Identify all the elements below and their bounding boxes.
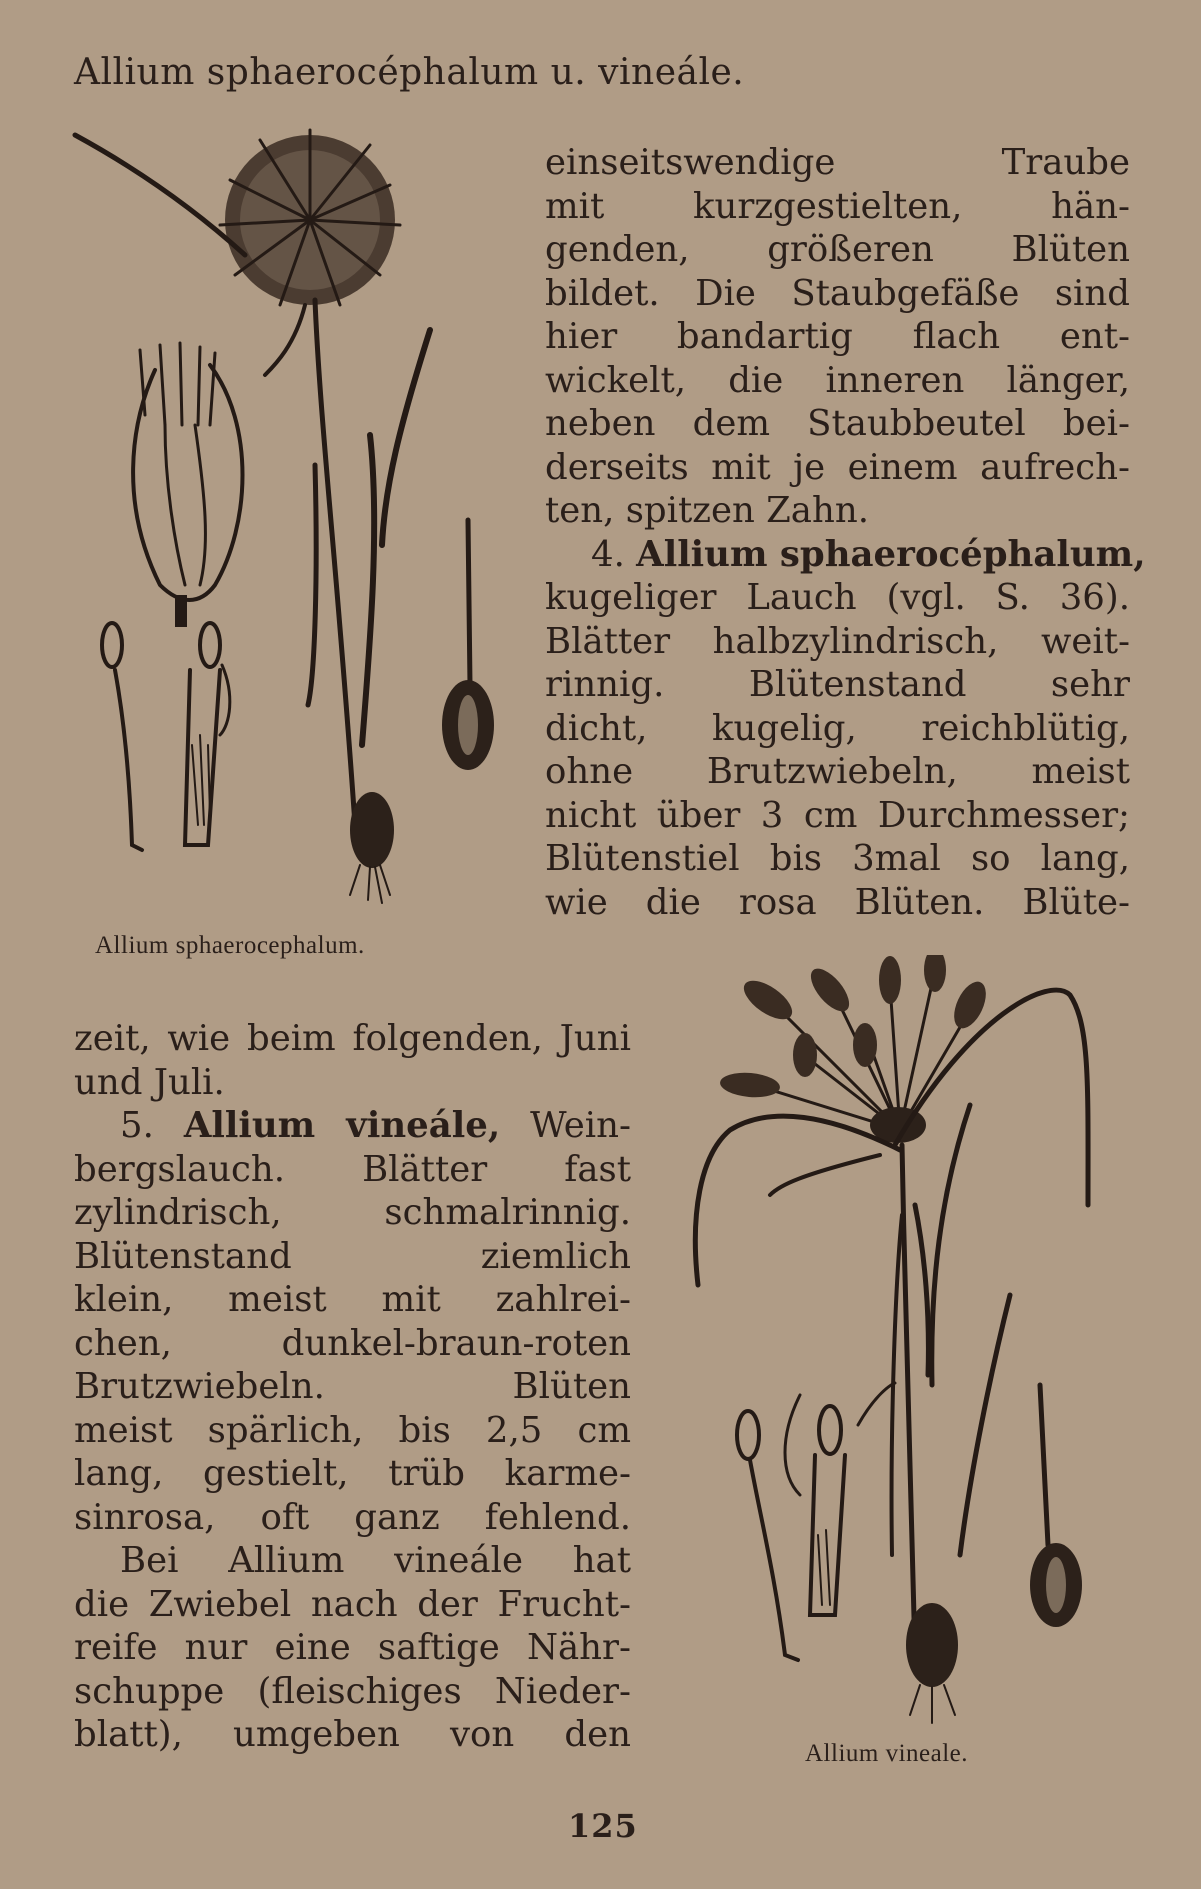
- text-line: wie die rosa Blüten. Blüte-: [545, 881, 1130, 923]
- text-line: rinnig. Blütenstand sehr: [545, 664, 1130, 705]
- text-line: neben dem Staubbeutel bei-: [545, 403, 1130, 444]
- illustration-allium-vineale: [670, 955, 1145, 1735]
- running-head: Allium sphaerocéphalum u. vineále.: [74, 52, 745, 93]
- bulb: [906, 1603, 958, 1723]
- species-name: Allium vineále,: [183, 1105, 501, 1146]
- species-name: Allium sphaerocéphalum,: [636, 533, 1146, 575]
- flower-cluster: [719, 955, 992, 1143]
- text-line: blatt), umgeben von den: [74, 1714, 631, 1755]
- text-column-bottom: [74, 1017, 631, 1757]
- text-line: Brutzwiebeln. Blüten: [74, 1366, 631, 1407]
- text-line: sinrosa, oft ganz fehlend.: [74, 1496, 631, 1538]
- text-line: nicht über 3 cm Durchmesser;: [545, 794, 1130, 836]
- text-line: wickelt, die inneren länger,: [545, 359, 1130, 401]
- flower-head: [220, 130, 400, 305]
- text-line: mit kurzgestielten, hän-: [545, 185, 1130, 227]
- text-line: ten, spitzen Zahn.: [545, 490, 869, 531]
- figure-caption: Allium vineale.: [805, 1740, 969, 1767]
- text-line: Blätter halbzylindrisch, weit-: [545, 620, 1130, 662]
- text-line: die Zwiebel nach der Frucht-: [74, 1583, 631, 1625]
- text-line: Blütenstiel bis 3mal so lang,: [545, 838, 1130, 879]
- text-line: meist spärlich, bis 2,5 cm: [74, 1409, 631, 1451]
- illustration-allium-sphaerocephalum: [70, 125, 510, 915]
- text-line: genden, größeren Blüten: [545, 229, 1130, 270]
- text-line: derseits mit je einem aufrech-: [545, 446, 1130, 488]
- bulb: [350, 792, 394, 903]
- item-number: 4.: [591, 533, 625, 575]
- text-line: zylindrisch, schmalrinnig.: [74, 1192, 631, 1233]
- figure-caption: Allium sphaerocephalum.: [95, 932, 365, 959]
- stamen-details: [737, 1383, 895, 1660]
- text-line: bergslauch. Blätter fast: [74, 1148, 631, 1190]
- text-line: Bei Allium vineále hat: [120, 1540, 631, 1581]
- text-line: und Juli.: [74, 1061, 225, 1103]
- page-number: 125: [568, 1807, 638, 1845]
- text-line: lang, gestielt, trüb karme-: [74, 1453, 631, 1494]
- pistil-detail: [1030, 1385, 1082, 1627]
- species-common-name: Wein-: [530, 1105, 631, 1146]
- text-line: bildet. Die Staubgefäße sind: [545, 272, 1130, 314]
- text-line: chen, dunkel-braun-roten: [74, 1322, 631, 1364]
- text-line: reife nur eine saftige Nähr-: [74, 1627, 631, 1668]
- text-line: zeit, wie beim folgenden, Juni: [74, 1018, 631, 1059]
- species-heading-4: [545, 533, 1146, 577]
- text-line: Blütenstand ziemlich: [74, 1235, 631, 1277]
- text-line: einseitswendige Traube: [545, 142, 1130, 183]
- species-heading-5: [74, 1104, 631, 1148]
- text-line: schuppe (fleischiges Nieder-: [74, 1670, 631, 1712]
- text-column-top: [545, 141, 1146, 924]
- text-line: kugeliger Lauch (vgl. S. 36).: [545, 577, 1130, 618]
- text-line: hier bandartig flach ent-: [545, 316, 1130, 357]
- item-number: 5.: [120, 1105, 154, 1146]
- text-line: dicht, kugelig, reichblütig,: [545, 707, 1130, 749]
- text-line: klein, meist mit zahlrei-: [74, 1279, 631, 1320]
- text-line: ohne Brutzwiebeln, meist: [545, 751, 1130, 792]
- flower-detail: [133, 343, 242, 627]
- pistil-detail: [442, 520, 494, 770]
- stamen-details: [102, 623, 230, 850]
